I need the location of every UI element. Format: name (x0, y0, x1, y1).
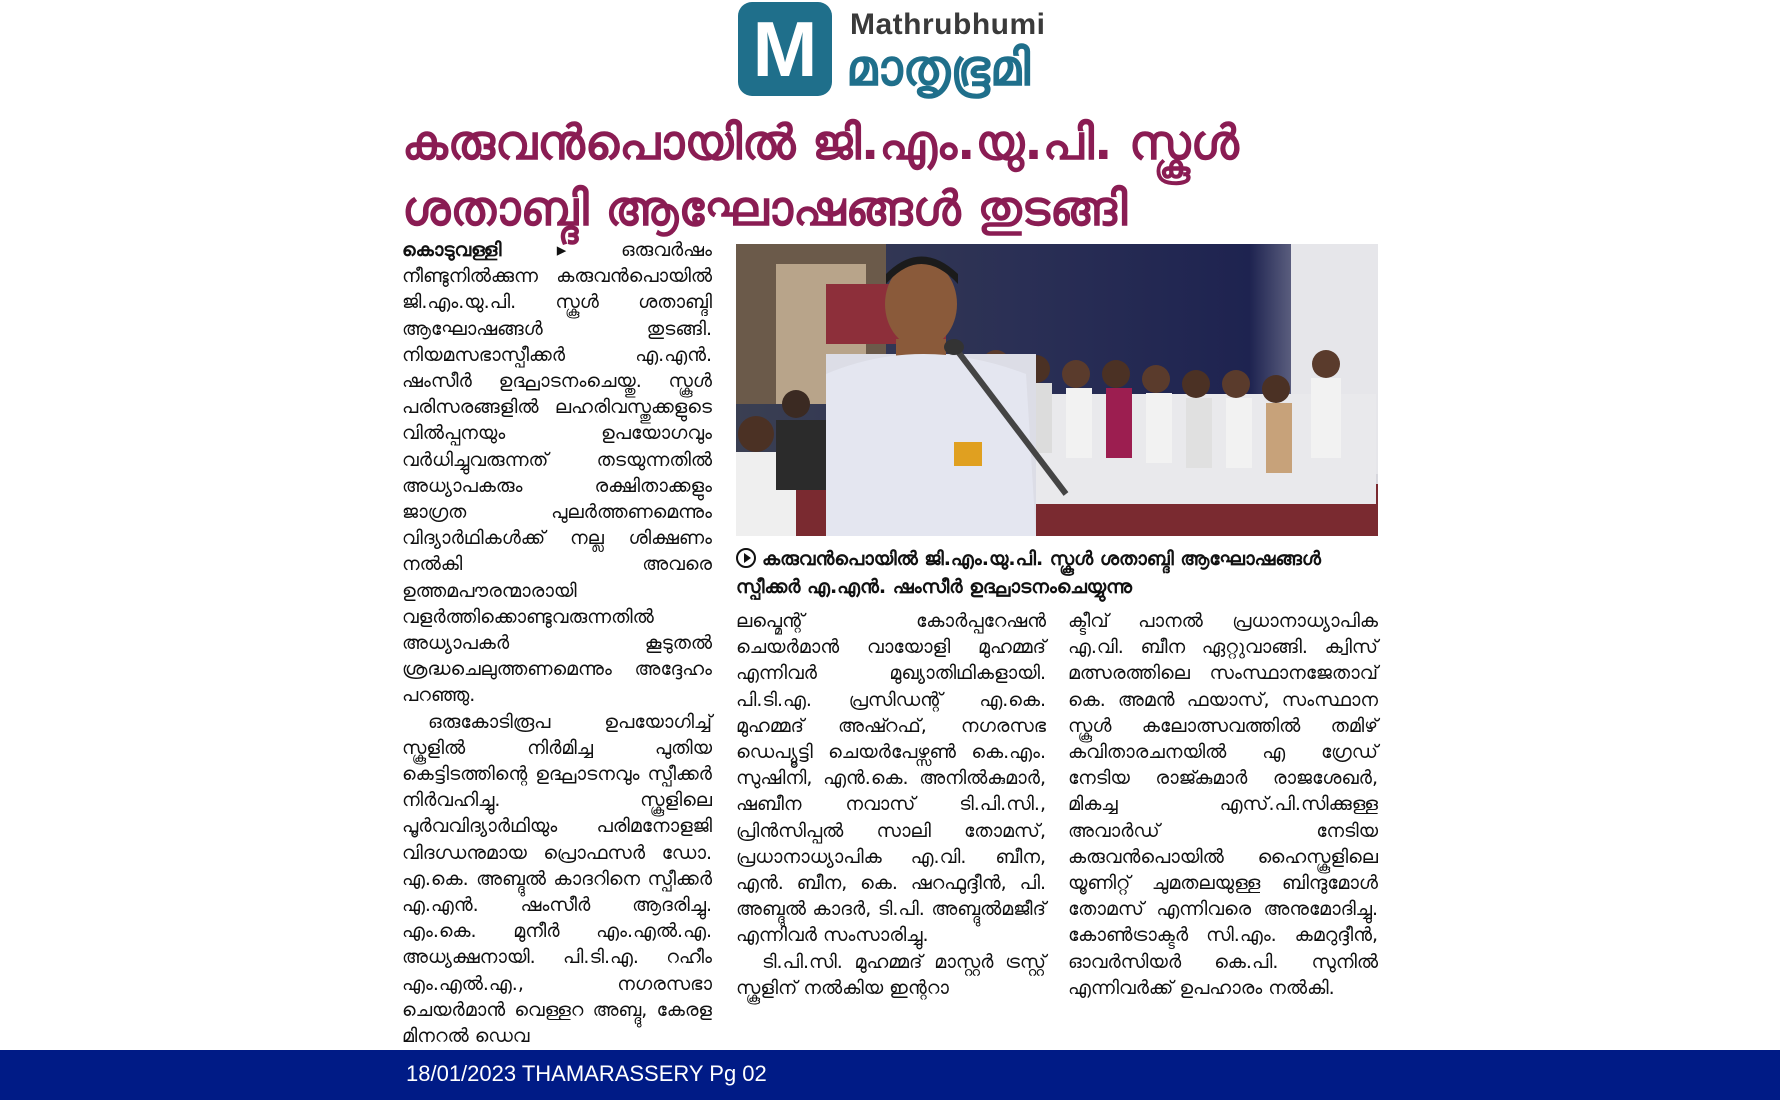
photo-caption (736, 545, 1378, 601)
article-paragraph: ലപ്മെന്റ് കോർപ്പറേഷൻ ചെയർമാൻ വായോളി മുഹമ്മദ് എന്നിവർ മുഖ്യാതിഥികളായി. പി.ടി.എ. പ്രസിഡന്റ് എ.കെ. മുഹമ്മദ് അഷ്റഫ്, നഗരസഭ ഡെപ്യൂട്ടി ചെയർപേഴ്സൺ കെ.എം. സുഷിനി, എൻ.കെ. അനിൽകുമാർ, ഷബീന നവാസ് ടി.പി.സി., പ്രിൻസിപ്പൽ സാലി തോമസ്, പ്രധാനാധ്യാപിക എ.വി. ബീന, എൻ. ബീന, കെ. ഷറഫുദ്ദീൻ, പി. അബ്ദുൽ കാദർ, ടി.പി. അബ്ദുൽമജീദ് എന്നിവർ സംസാരിച്ചു. (736, 610, 1046, 947)
article-paragraph: ഒരുകോടിരൂപ ഉപയോഗിച്ച് സ്കൂളിൽ നിർമിച്ച പുതിയ കെട്ടിടത്തിന്റെ ഉദ്ഘാടനവും സ്പീക്കർ നിർവഹിച്ചു. സ്കൂളിലെ പൂർവവിദ്യാർഥിയും പരിമനോളജി വിദഗ്ധനുമായ പ്രൊഫസർ ഡോ. എ.കെ. അബ്ദുൽ കാദറിനെ സ്പീക്കർ എ.എൻ. ഷംസീർ ആദരിച്ചു. എം.കെ. മുനീർ എം.എൽ.എ. അധ്യക്ഷനായി. പി.ടി.എ. റഹീം എം.എൽ.എ., നഗരസഭാ ചെയർമാൻ വെള്ളറ അബ്ദു, കേരള മിനറൽ ഡെവ (402, 710, 712, 1048)
article-paragraph: ക്ടീവ് പാനൽ പ്രധാനാധ്യാപിക എ.വി. ബീന ഏറ്റുവാങ്ങി. ക്വിസ് മത്സരത്തിലെ സംസ്ഥാനജേതാവ് കെ. അമൻ ഫയാസ്, സംസ്ഥാന സ്കൂൾ കലോത്സവത്തിൽ തമിഴ് കവിതാരചനയിൽ എ ഗ്രേഡ് നേടിയ രാജ്കുമാർ രാജശേഖർ, മികച്ച എസ്.പി.സിക്കുള്ള അവാർഡ് നേടിയ കരുവൻപൊയിൽ ഹൈസ്കൂളിലെ യൂണിറ്റ് ചുമതലയുള്ള ബിന്ദുമോൾ തോമസ് എന്നിവരെ അനുമോദിച്ചു. കോൺട്രാക്ടർ സി.എം. കമറുദ്ദീൻ, ഓവർസിയർ കെ.പി. സുനിൽ എന്നിവർക്ക് ഉപഹാരം നൽകി. (1068, 610, 1378, 999)
dateline: കൊടുവള്ളി ▸ (402, 239, 567, 261)
event-photo (736, 244, 1378, 536)
footer-bar (0, 1050, 1780, 1100)
masthead (738, 2, 1118, 98)
headline-line-2: ശതാബ്ദി ആഘോഷങ്ങൾ തുടങ്ങി (402, 181, 1128, 237)
headline-line-1: കരുവൻപൊയിൽ ജി.എം.യു.പി. സ്കൂൾ (402, 115, 1239, 171)
play-icon (736, 548, 756, 568)
article-column-3 (1068, 608, 1378, 1001)
article-column-2 (736, 608, 1046, 1001)
article-text: ഒരുവർഷം നീണ്ടുനിൽക്കുന്ന കരുവൻപൊയിൽ ജി.എം.യു.പി. സ്കൂൾ ശതാബ്ദി ആഘോഷങ്ങൾ തുടങ്ങി. നിയമസഭാസ്പീക്കർ എ.എൻ. ഷംസീർ ഉദ്ഘാടനംചെയ്തു. സ്കൂൾ പരിസരങ്ങളിൽ ലഹരിവസ്തുക്കളുടെ വിൽപ്പനയും ഉപയോഗവും വർധിച്ചുവരുന്നത് തടയുന്നതിൽ അധ്യാപകരും രക്ഷിതാക്കളും ജാഗ്രത പുലർത്തണമെന്നും വിദ്യാർഥികൾക്ക് നല്ല ശിക്ഷണം നൽകി അവരെ ഉത്തമപൗരന്മാരായി വളർത്തിക്കൊണ്ടുവരുന്നതിൽ അധ്യാപകർ കൂടുതൽ ശ്രദ്ധചെലുത്തണമെന്നും അദ്ദേഹം പറഞ്ഞു. (402, 239, 713, 707)
brand-name-english: Mathrubhumi (850, 8, 1046, 41)
event-photo-illustration (736, 244, 1378, 536)
article-column-1 (402, 237, 712, 1049)
photo-caption-text: കരുവൻപൊയിൽ ജി.എം.യു.പി. സ്കൂൾ ശതാബ്ദി ആഘോഷങ്ങൾ സ്പീക്കർ എ.എൻ. ഷംസീർ ഉദ്ഘാടനംചെയ്യുന്നു (736, 548, 1322, 598)
footer-date-edition: 18/01/2023 THAMARASSERY Pg 02 (406, 1061, 767, 1086)
article-paragraph: ടി.പി.സി. മുഹമ്മദ് മാസ്റ്റർ ട്രസ്റ്റ് സ്കൂളിന് നൽകിയ ഇന്ററാ (736, 950, 1046, 999)
article-paragraph (402, 237, 712, 709)
mathrubhumi-logo-icon: M (738, 2, 832, 96)
headline (402, 110, 1382, 242)
brand-name-malayalam: മാതൃഭൂമി (846, 39, 1031, 97)
